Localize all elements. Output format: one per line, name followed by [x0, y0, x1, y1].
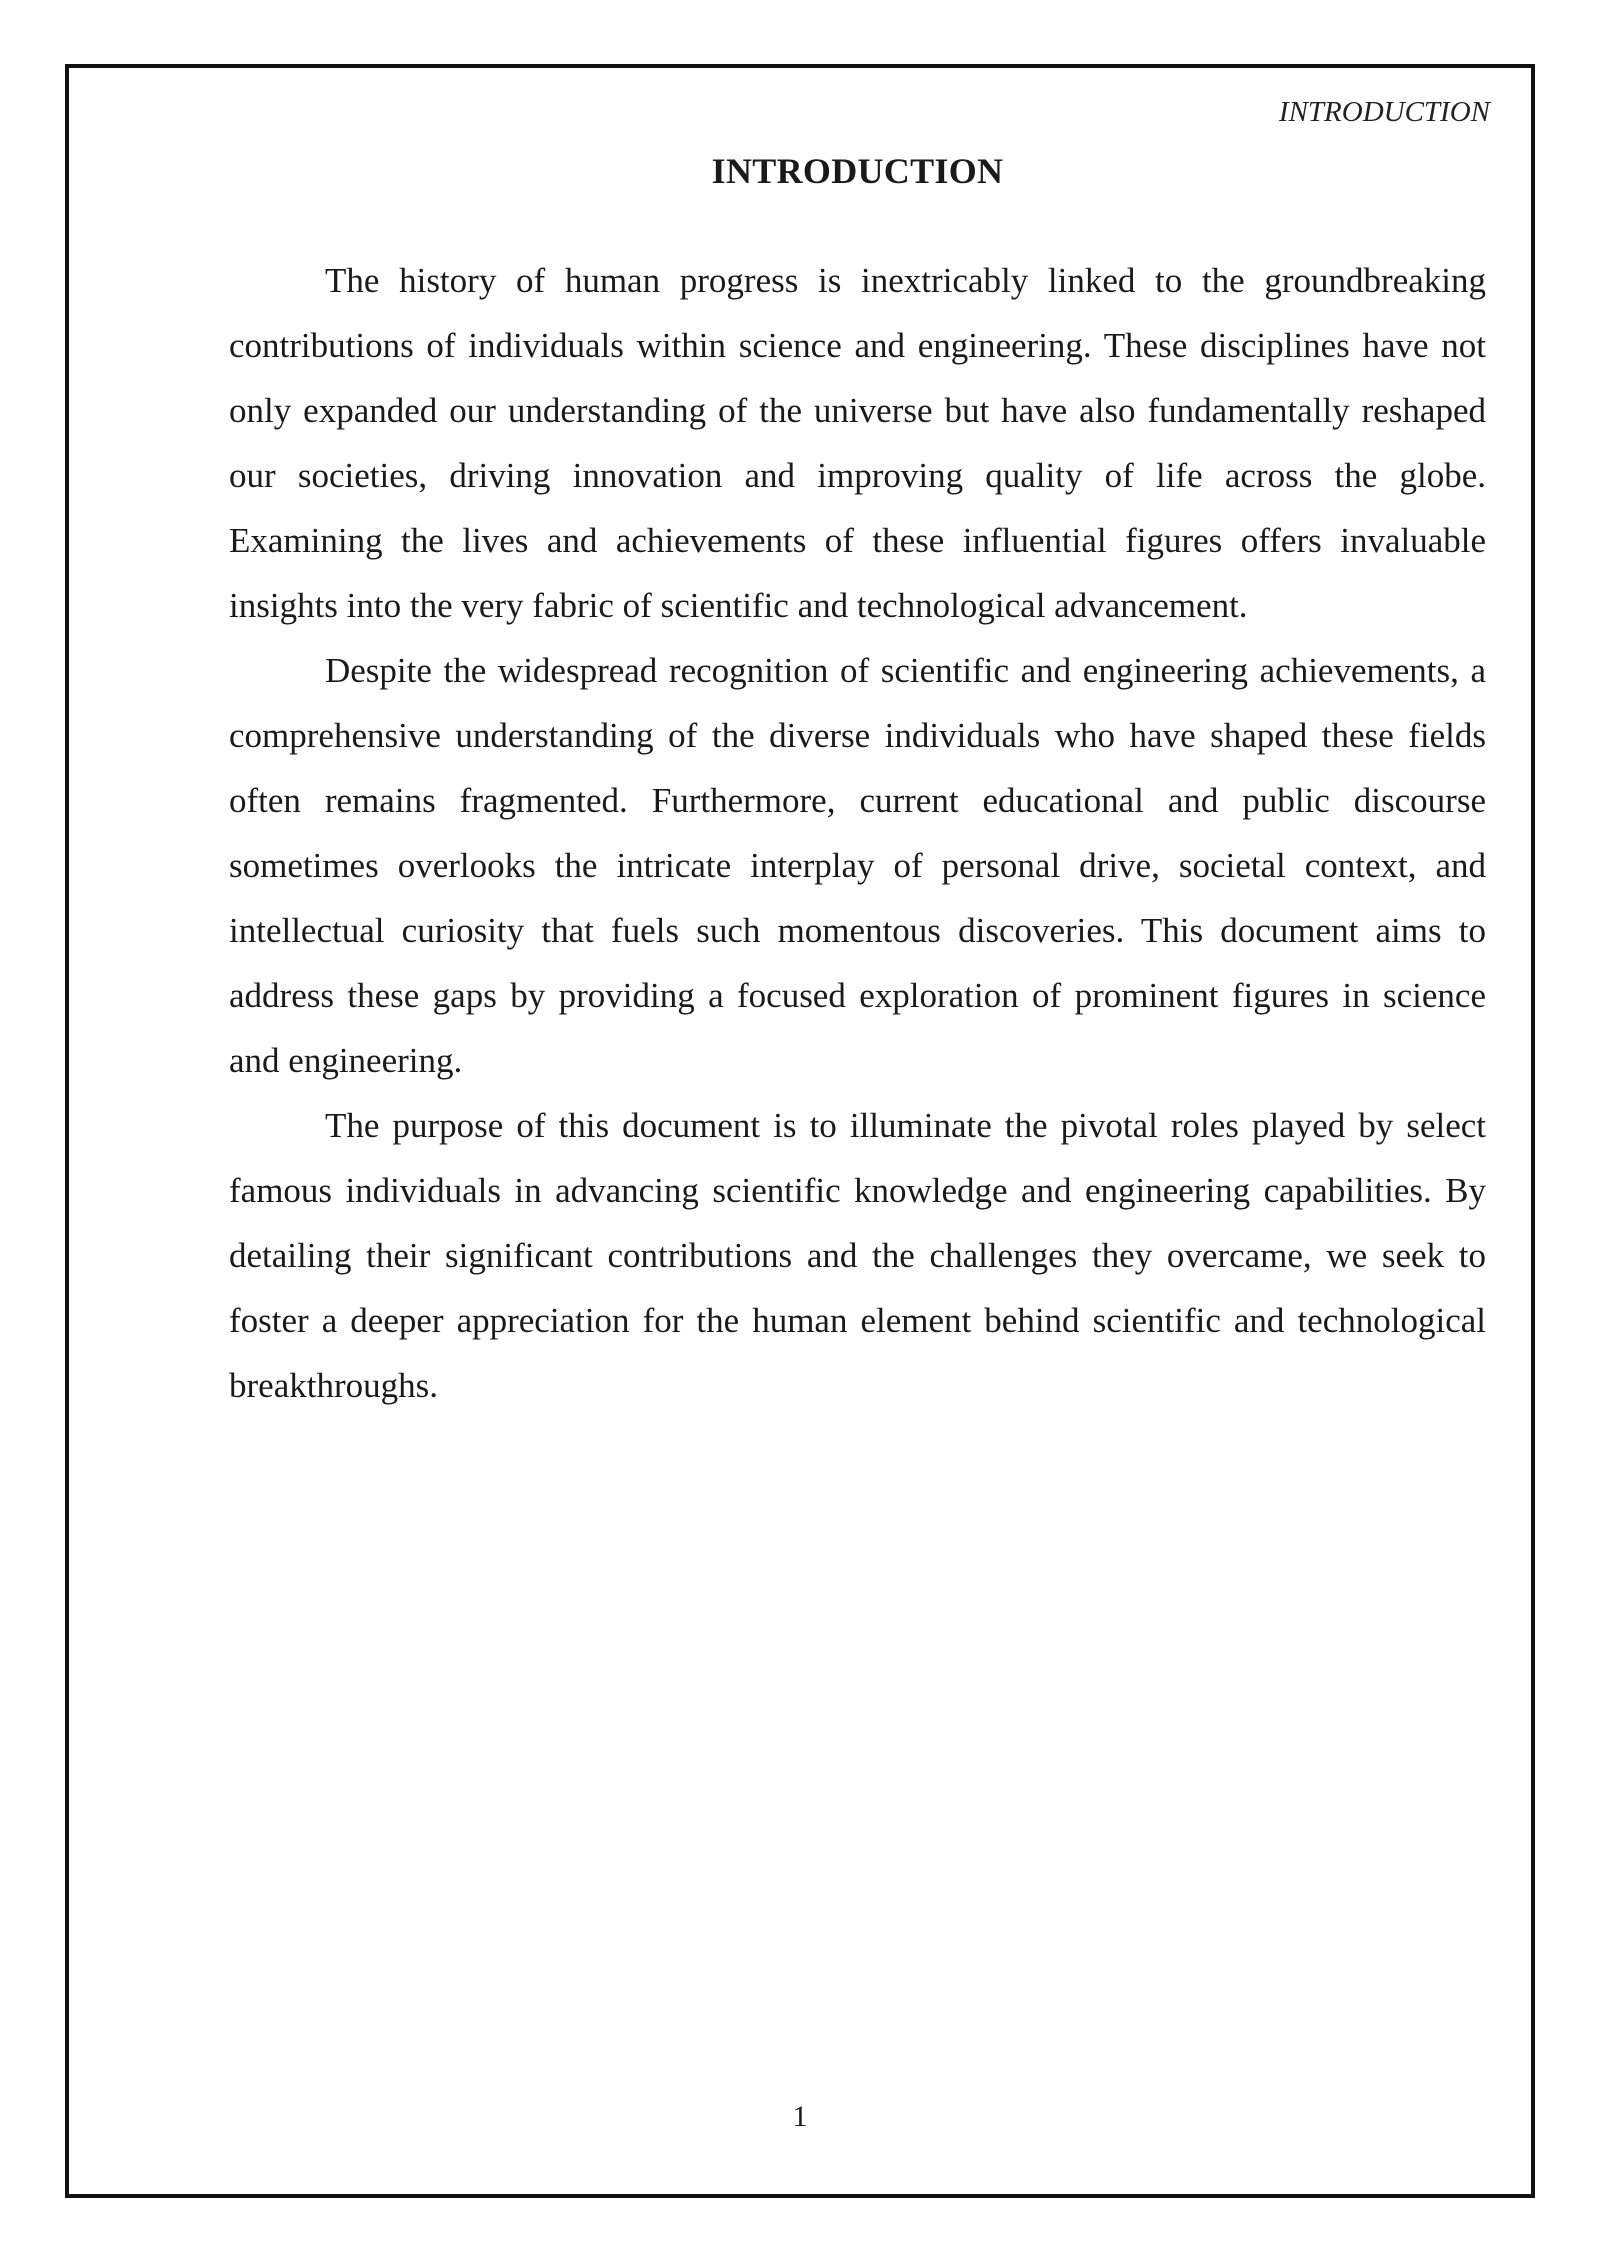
page-number: 1 — [792, 2100, 808, 2133]
body-text — [229, 248, 1486, 1418]
paragraph: Despite the widespread recognition of scientific and engineering achievements, a comprehensive understanding of the diverse individuals who have shaped these fields often remains fragmented. Furthermore, current educational and public discourse sometimes overlooks the intricate interplay of personal drive, societal context, and intellectual curiosity that fuels such momentous discoveries. This document aims to address these gaps by providing a focused exploration of prominent figures in science and engineering. — [229, 651, 1486, 1080]
page-title: INTRODUCTION — [711, 151, 1004, 191]
paragraph: The purpose of this document is to illuminate the pivotal roles played by select famous individuals in advancing scientific knowledge and engineering capabilities. By detailing their significant contributions and the challenges they overcame, we seek to foster a deeper appreciation for the human element behind scientific and technological breakthroughs. — [229, 1106, 1486, 1405]
paragraph: The history of human progress is inextricably linked to the groundbreaking contributions of individuals within science and engineering. These disciplines have not only expanded our understanding of the universe but have also fundamentally reshaped our societies, driving innovation and improving quality of life across the globe. Examining the lives and achievements of these influential figures offers invaluable insights into the very fabric of scientific and technological advancement. — [229, 261, 1486, 625]
running-header: INTRODUCTION — [1278, 96, 1490, 128]
